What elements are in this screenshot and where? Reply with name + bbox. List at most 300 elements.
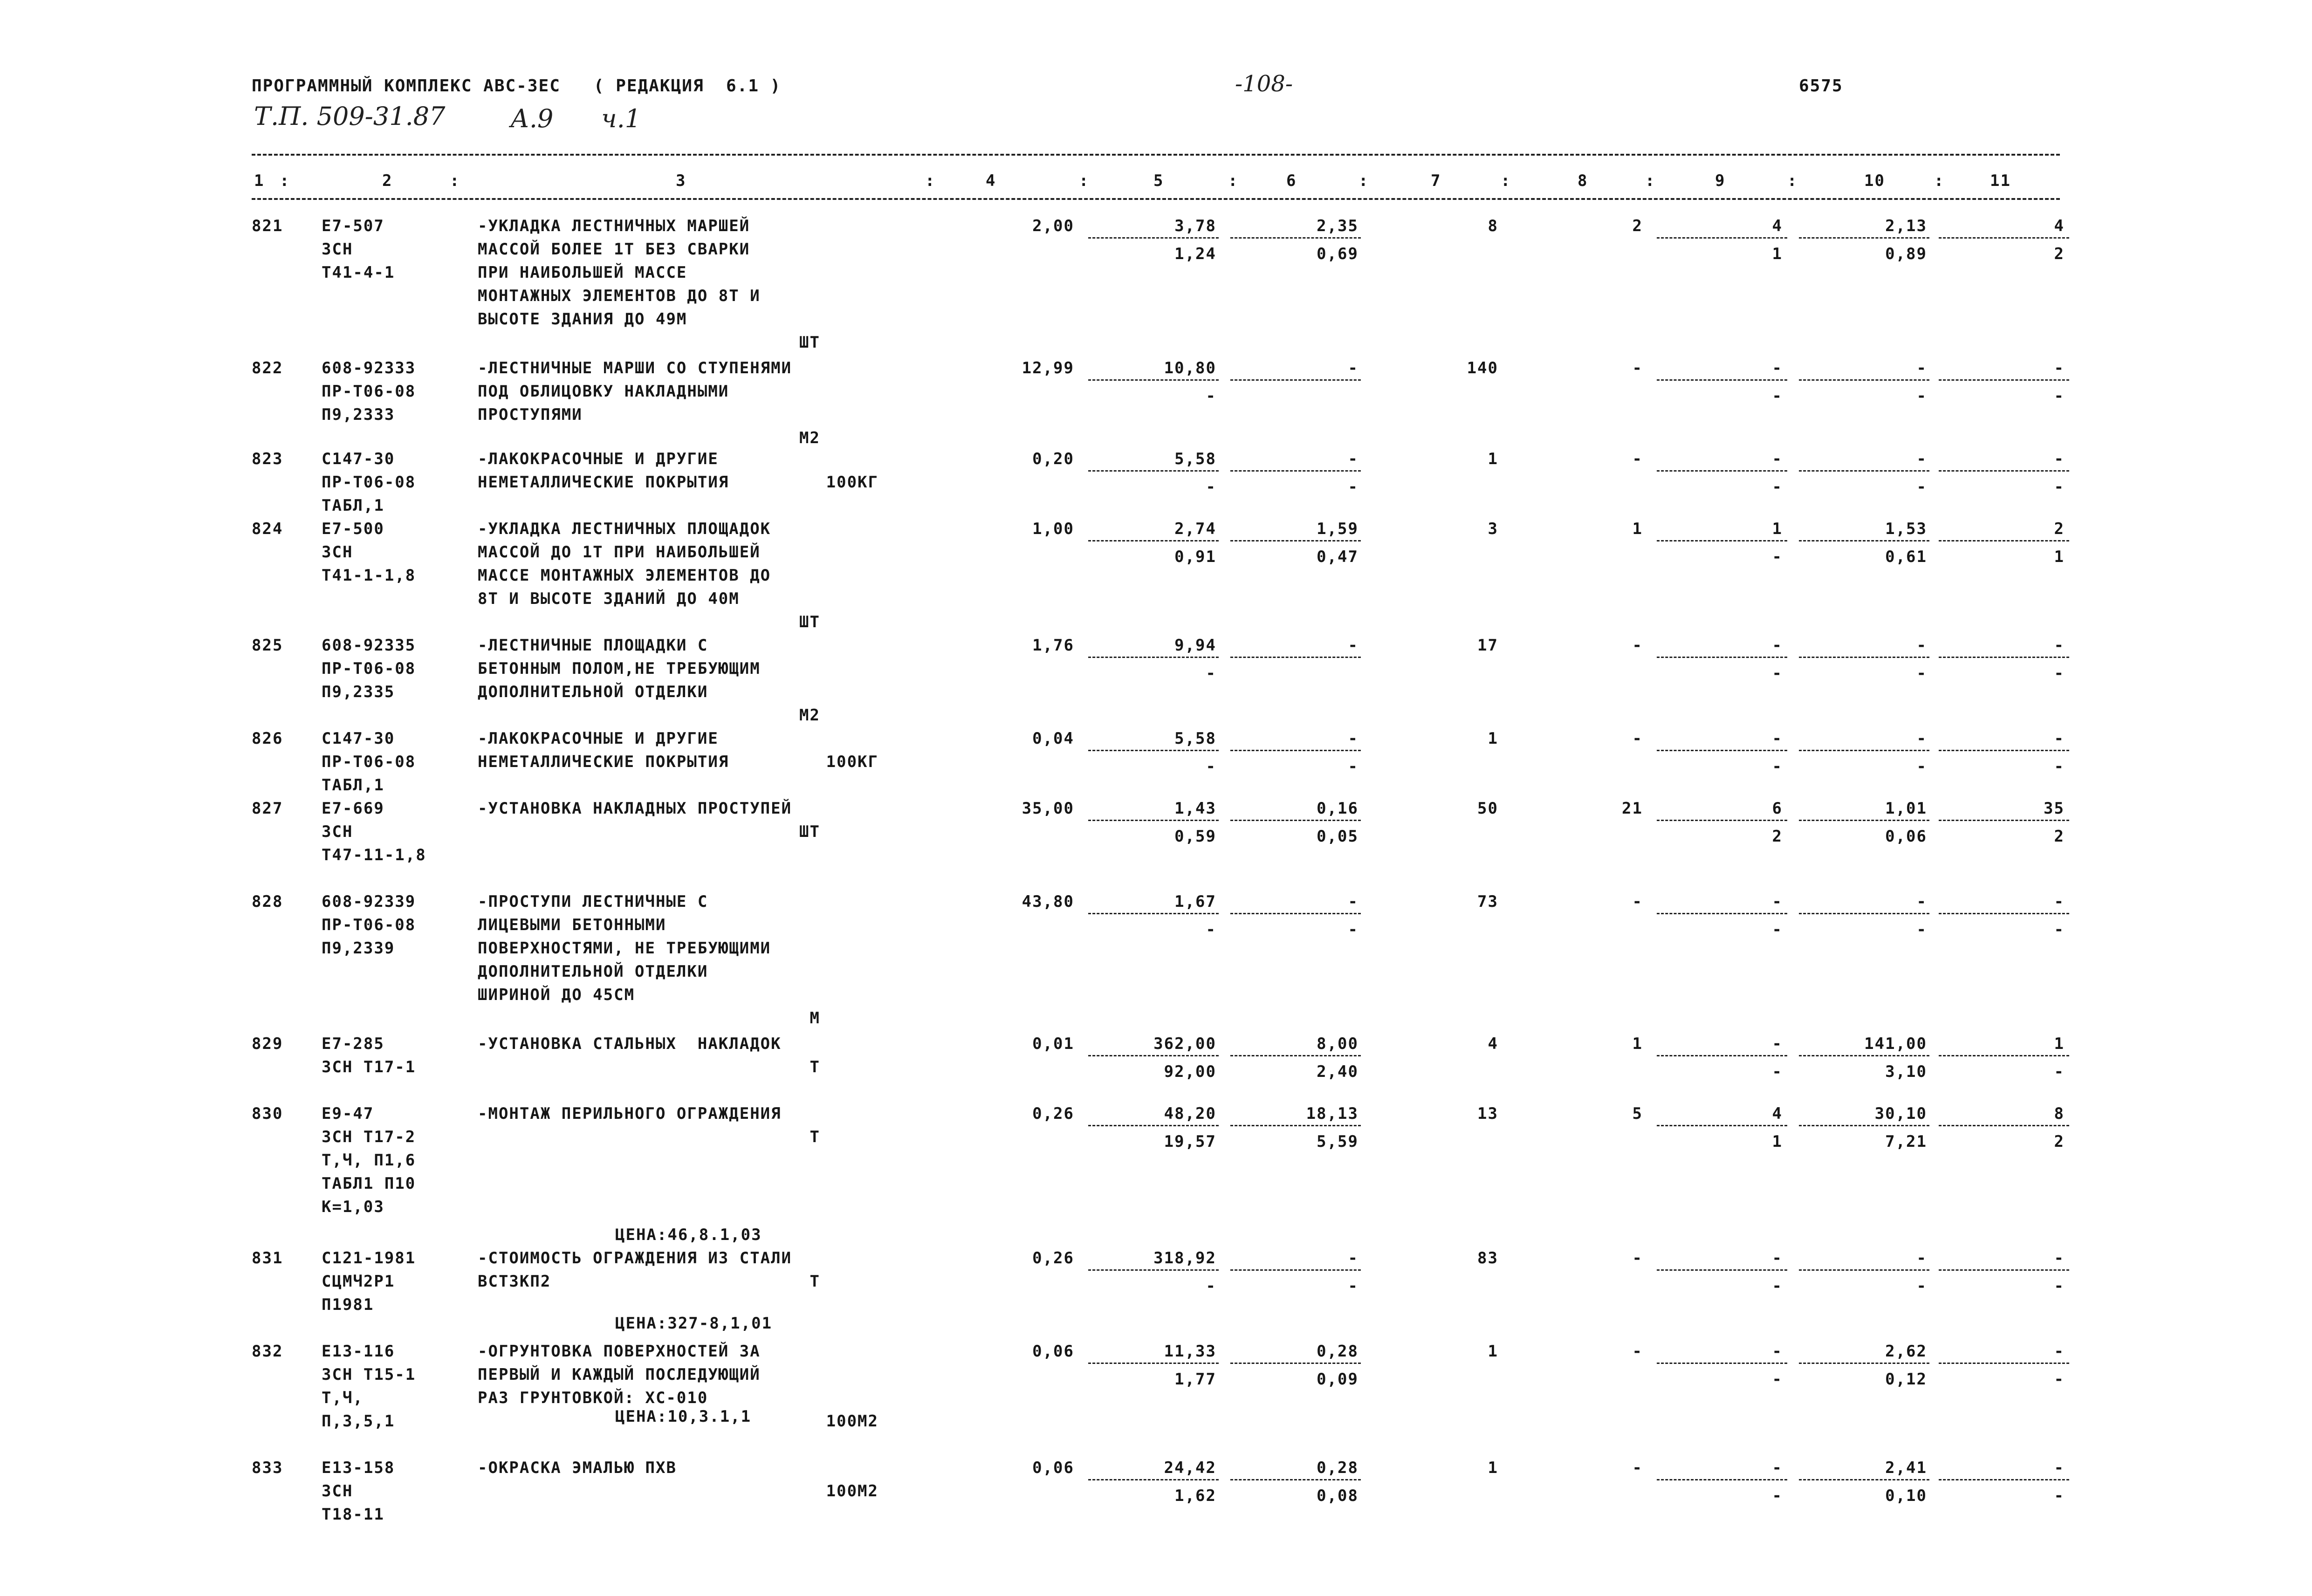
col5-unit-cost: 1,43 (1174, 799, 1216, 818)
header-rule-top (252, 154, 2060, 156)
col6-wage-part: - (1348, 757, 1358, 776)
row-description-line: ВСТЗКП2 (478, 1272, 551, 1291)
col6-wage-part: 0,09 (1317, 1370, 1358, 1389)
row-price-note: ЦЕНА:46,8.1,03 (615, 1226, 762, 1244)
row-description-line: 8Т И ВЫСОТЕ ЗДАНИЙ ДО 40М (478, 589, 740, 608)
row-separator-col6 (1230, 1363, 1361, 1364)
col9-total: - (1772, 1459, 1783, 1477)
row-description-line: ШИРИНОЙ ДО 45СМ (478, 986, 635, 1004)
row-separator-col10 (1799, 379, 1929, 381)
col4-quantity: 0,06 (1032, 1459, 1074, 1477)
col5-unit-cost: 48,20 (1164, 1104, 1216, 1123)
row-separator-col6 (1230, 379, 1361, 381)
col9-total: - (1772, 450, 1783, 468)
row-separator-col11 (1939, 820, 2069, 821)
col11-total: - (2054, 1459, 2065, 1477)
row-description-line: -МОНТАЖ ПЕРИЛЬНОГО ОГРАЖДЕНИЯ (478, 1104, 782, 1123)
row-separator-col5 (1088, 1269, 1219, 1271)
col8-total: - (1632, 892, 1643, 911)
col10-wage-part: - (1916, 664, 1927, 683)
row-number: 821 (252, 217, 283, 235)
row-number: 826 (252, 729, 283, 748)
col10-total: 1,01 (1885, 799, 1927, 818)
col6-unit-cost: 8,00 (1317, 1034, 1358, 1053)
col7-total: 83 (1477, 1249, 1498, 1267)
row-description-line: -ОГРУНТОВКА ПОВЕРХНОСТЕЙ ЗА (478, 1342, 761, 1361)
row-separator-col11 (1939, 540, 2069, 541)
col7-total: 73 (1477, 892, 1498, 911)
row-code-line: ПР-Т06-08 (322, 382, 416, 401)
col5-unit-cost: 5,58 (1174, 729, 1216, 748)
row-number: 825 (252, 636, 283, 655)
row-description-line: МОНТАЖНЫХ ЭЛЕМЕНТОВ ДО 8Т И (478, 287, 761, 305)
col10-wage-part: - (1916, 478, 1927, 496)
row-unit: 100М2 (826, 1412, 878, 1431)
col11-total: - (2054, 1342, 2065, 1361)
row-description-line: МАССЕ МОНТАЖНЫХ ЭЛЕМЕНТОВ ДО (478, 566, 771, 585)
row-separator-col5 (1088, 1363, 1219, 1364)
row-code-line: ТАБЛ1 П10 (322, 1174, 416, 1193)
col9-wage-part: - (1772, 387, 1783, 405)
col11-total: - (2054, 892, 2065, 911)
row-description-line: -УСТАНОВКА НАКЛАДНЫХ ПРОСТУПЕЙ (478, 799, 792, 818)
row-description-line: -УКЛАДКА ЛЕСТНИЧНЫХ МАРШЕЙ (478, 217, 750, 235)
col7-total: 3 (1488, 520, 1498, 538)
row-code-line: ПР-Т06-08 (322, 916, 416, 934)
column-header-16: 9 (1715, 171, 1726, 190)
col6-unit-cost: - (1348, 1249, 1358, 1267)
col11-wage-part: - (2054, 757, 2065, 776)
col7-total: 13 (1477, 1104, 1498, 1123)
row-separator-col6 (1230, 1125, 1361, 1126)
col8-total: - (1632, 729, 1643, 748)
row-separator-col10 (1799, 470, 1929, 472)
row-code-line: Т47-11-1,8 (322, 846, 426, 864)
row-description-line: ПОВЕРХНОСТЯМИ, НЕ ТРЕБУЮЩИМИ (478, 939, 771, 958)
col9-wage-part: 1 (1772, 245, 1783, 263)
col10-total: 1,53 (1885, 520, 1927, 538)
row-code-line: 608-92333 (322, 359, 416, 377)
col10-wage-part: - (1916, 920, 1927, 939)
row-separator-col5 (1088, 1055, 1219, 1056)
col8-total: 5 (1632, 1104, 1643, 1123)
row-separator-col6 (1230, 913, 1361, 914)
col9-wage-part: - (1772, 757, 1783, 776)
row-description-line: НЕМЕТАЛЛИЧЕСКИЕ ПОКРЫТИЯ (478, 473, 729, 492)
col9-wage-part: - (1772, 1062, 1783, 1081)
col11-wage-part: - (2054, 1370, 2065, 1389)
col6-wage-part: 0,08 (1317, 1486, 1358, 1505)
col9-total: - (1772, 1249, 1783, 1267)
row-unit: ШТ (799, 613, 820, 631)
header-rule-bottom (252, 198, 2060, 200)
col9-total: - (1772, 1342, 1783, 1361)
row-separator-col6 (1230, 470, 1361, 472)
col11-total: 1 (2054, 1034, 2065, 1053)
col5-wage-part: 0,59 (1174, 827, 1216, 846)
col4-quantity: 0,26 (1032, 1249, 1074, 1267)
row-price-note: ЦЕНА:10,3.1,1 (615, 1407, 752, 1426)
row-description-line: ДОПОЛНИТЕЛЬНОЙ ОТДЕЛКИ (478, 962, 708, 981)
row-unit: ШТ (799, 822, 820, 841)
col5-unit-cost: 5,58 (1174, 450, 1216, 468)
col4-quantity: 35,00 (1022, 799, 1074, 818)
col11-total: - (2054, 450, 2065, 468)
col5-unit-cost: 11,33 (1164, 1342, 1216, 1361)
col10-wage-part: - (1916, 1277, 1927, 1295)
row-code-line: ЗСН Т17-1 (322, 1058, 416, 1076)
col10-wage-part: 0,06 (1885, 827, 1927, 846)
column-header-3: : (450, 171, 460, 190)
row-number: 828 (252, 892, 283, 911)
row-description-line: -ЛАКОКРАСОЧНЫЕ И ДРУГИЕ (478, 729, 719, 748)
row-code-line: Е9-47 (322, 1104, 374, 1123)
col5-unit-cost: 362,00 (1153, 1034, 1216, 1053)
column-header-17: : (1787, 171, 1798, 190)
row-separator-col5 (1088, 470, 1219, 472)
row-separator-col11 (1939, 750, 2069, 751)
row-number: 833 (252, 1459, 283, 1477)
col5-unit-cost: 9,94 (1174, 636, 1216, 655)
row-code-line: ЗСН (322, 240, 353, 259)
page-number: -108- (1235, 71, 1293, 97)
col6-wage-part: 2,40 (1317, 1062, 1358, 1081)
col9-total: - (1772, 892, 1783, 911)
col5-wage-part: - (1206, 757, 1216, 776)
row-description-line: ПОД ОБЛИЦОВКУ НАКЛАДНЫМИ (478, 382, 729, 401)
row-separator-col6 (1230, 540, 1361, 541)
row-code-line: ТАБЛ,1 (322, 496, 384, 515)
row-code-line: С147-30 (322, 729, 395, 748)
col8-total: - (1632, 1459, 1643, 1477)
row-code-line: К=1,03 (322, 1198, 384, 1216)
row-separator-col5 (1088, 820, 1219, 821)
col11-wage-part: 2 (2054, 1132, 2065, 1151)
col5-wage-part: - (1206, 478, 1216, 496)
col10-total: 2,62 (1885, 1342, 1927, 1361)
col8-total: 1 (1632, 520, 1643, 538)
row-description-line: ЛИЦЕВЫМИ БЕТОННЫМИ (478, 916, 666, 934)
row-code-line: Е7-500 (322, 520, 384, 538)
col10-wage-part: 0,10 (1885, 1486, 1927, 1505)
row-description-line: -УКЛАДКА ЛЕСТНИЧНЫХ ПЛОЩАДОК (478, 520, 771, 538)
row-separator-col11 (1939, 1269, 2069, 1271)
col7-total: 17 (1477, 636, 1498, 655)
row-separator-col11 (1939, 913, 2069, 914)
row-separator-col9 (1657, 540, 1787, 541)
col9-wage-part: - (1772, 1277, 1783, 1295)
row-separator-col6 (1230, 750, 1361, 751)
col9-wage-part: 1 (1772, 1132, 1783, 1151)
col10-total: - (1916, 1249, 1927, 1267)
row-description-line: -СТОИМОСТЬ ОГРАЖДЕНИЯ ИЗ СТАЛИ (478, 1249, 792, 1267)
row-code-line: ПР-Т06-08 (322, 753, 416, 771)
row-description-line: ПРОСТУПЯМИ (478, 405, 583, 424)
col10-total: - (1916, 359, 1927, 377)
row-code-line: 608-92335 (322, 636, 416, 655)
col5-wage-part: - (1206, 920, 1216, 939)
col4-quantity: 1,76 (1032, 636, 1074, 655)
row-separator-col5 (1088, 237, 1219, 239)
col6-wage-part: - (1348, 1277, 1358, 1295)
column-header-1: : (280, 171, 290, 190)
col9-wage-part: - (1772, 548, 1783, 566)
row-description-line: -УСТАНОВКА СТАЛЬНЫХ НАКЛАДОК (478, 1034, 782, 1053)
row-unit: Т (810, 1128, 820, 1146)
row-number: 827 (252, 799, 283, 818)
handwritten-part: ч.1 (601, 104, 641, 133)
col11-wage-part: - (2054, 1062, 2065, 1081)
col7-total: 4 (1488, 1034, 1498, 1053)
col7-total: 1 (1488, 1459, 1498, 1477)
row-separator-col9 (1657, 657, 1787, 658)
row-separator-col11 (1939, 237, 2069, 239)
row-unit: М2 (799, 429, 820, 447)
col11-wage-part: 2 (2054, 245, 2065, 263)
row-separator-col5 (1088, 1125, 1219, 1126)
col4-quantity: 0,20 (1032, 450, 1074, 468)
row-code-line: С147-30 (322, 450, 395, 468)
handwritten-project-ref: Т.П. 509-31.87 (254, 102, 446, 131)
col11-total: 35 (2044, 799, 2065, 818)
col4-quantity: 0,26 (1032, 1104, 1074, 1123)
col11-wage-part: 1 (2054, 548, 2065, 566)
col5-wage-part: - (1206, 1277, 1216, 1295)
col9-total: - (1772, 729, 1783, 748)
col8-total: - (1632, 1342, 1643, 1361)
row-number: 832 (252, 1342, 283, 1361)
row-unit: М2 (799, 706, 820, 725)
row-code-line: Е13-158 (322, 1459, 395, 1477)
row-separator-col6 (1230, 1055, 1361, 1056)
row-code-line: ПР-Т06-08 (322, 659, 416, 678)
column-header-5: : (925, 171, 936, 190)
col5-unit-cost: 24,42 (1164, 1459, 1216, 1477)
row-code-line: Е7-669 (322, 799, 384, 818)
column-header-0: 1 (254, 171, 265, 190)
col6-unit-cost: - (1348, 359, 1358, 377)
row-number: 824 (252, 520, 283, 538)
col11-wage-part: - (2054, 1277, 2065, 1295)
row-separator-col9 (1657, 1125, 1787, 1126)
row-code-line: С121-1981 (322, 1249, 416, 1267)
column-header-14: 8 (1578, 171, 1588, 190)
column-header-20: 11 (1990, 171, 2011, 190)
row-code-line: Т18-11 (322, 1505, 384, 1524)
col5-wage-part: 0,91 (1174, 548, 1216, 566)
col6-unit-cost: - (1348, 892, 1358, 911)
col10-wage-part: 3,10 (1885, 1062, 1927, 1081)
col11-total: - (2054, 636, 2065, 655)
col5-wage-part: 1,77 (1174, 1370, 1216, 1389)
col6-unit-cost: 0,16 (1317, 799, 1358, 818)
row-separator-col10 (1799, 1055, 1929, 1056)
row-description-line: -ПРОСТУПИ ЛЕСТНИЧНЫЕ С (478, 892, 708, 911)
row-code-line: ЗСН (322, 1482, 353, 1500)
col10-wage-part: 7,21 (1885, 1132, 1927, 1151)
col6-wage-part: - (1348, 920, 1358, 939)
row-description-line: -ОКРАСКА ЭМАЛЬЮ ПХВ (478, 1459, 677, 1477)
col11-total: 4 (2054, 217, 2065, 235)
row-separator-col9 (1657, 750, 1787, 751)
row-description-line: ДОПОЛНИТЕЛЬНОЙ ОТДЕЛКИ (478, 683, 708, 701)
row-separator-col5 (1088, 913, 1219, 914)
col8-total: - (1632, 636, 1643, 655)
col6-unit-cost: 0,28 (1317, 1459, 1358, 1477)
row-separator-col10 (1799, 1125, 1929, 1126)
row-code-line: 608-92339 (322, 892, 416, 911)
row-separator-col9 (1657, 379, 1787, 381)
col11-wage-part: - (2054, 387, 2065, 405)
col8-total: 21 (1622, 799, 1643, 818)
col10-total: - (1916, 729, 1927, 748)
row-description-line: -ЛЕСТНИЧНЫЕ ПЛОЩАДКИ С (478, 636, 708, 655)
row-code-line: ПР-Т06-08 (322, 473, 416, 492)
col9-total: - (1772, 636, 1783, 655)
column-header-8: 5 (1153, 171, 1164, 190)
column-header-6: 4 (986, 171, 996, 190)
row-code-line: П9,2335 (322, 683, 395, 701)
row-description-line: ПРИ НАИБОЛЬШЕЙ МАССЕ (478, 263, 687, 282)
col10-total: - (1916, 450, 1927, 468)
col4-quantity: 0,01 (1032, 1034, 1074, 1053)
row-description-line: РАЗ ГРУНТОВКОЙ: ХС-010 (478, 1389, 708, 1407)
row-number: 822 (252, 359, 283, 377)
row-separator-col6 (1230, 1479, 1361, 1480)
col9-total: 6 (1772, 799, 1783, 818)
row-separator-col5 (1088, 657, 1219, 658)
col4-quantity: 1,00 (1032, 520, 1074, 538)
col10-total: - (1916, 636, 1927, 655)
row-price-note: ЦЕНА:327-8,1,01 (615, 1314, 773, 1333)
row-description-line: МАССОЙ БОЛЕЕ 1Т БЕЗ СВАРКИ (478, 240, 750, 259)
row-code-line: Т41-4-1 (322, 263, 395, 282)
row-separator-col10 (1799, 1269, 1929, 1271)
row-code-line: Е7-507 (322, 217, 384, 235)
col11-total: 8 (2054, 1104, 2065, 1123)
row-description-line: БЕТОННЫМ ПОЛОМ,НЕ ТРЕБУЮЩИМ (478, 659, 761, 678)
col7-total: 1 (1488, 729, 1498, 748)
col11-wage-part: - (2054, 478, 2065, 496)
col5-wage-part: 1,24 (1174, 245, 1216, 263)
column-header-11: : (1358, 171, 1369, 190)
col10-total: 30,10 (1874, 1104, 1927, 1123)
col7-total: 1 (1488, 1342, 1498, 1361)
col9-total: 1 (1772, 520, 1783, 538)
row-separator-col5 (1088, 750, 1219, 751)
row-description-line: -ЛЕСТНИЧНЫЕ МАРШИ СО СТУПЕНЯМИ (478, 359, 792, 377)
col5-wage-part: 19,57 (1164, 1132, 1216, 1151)
col11-total: - (2054, 359, 2065, 377)
column-header-19: : (1934, 171, 1945, 190)
col10-total: 2,41 (1885, 1459, 1927, 1477)
col11-wage-part: - (2054, 1486, 2065, 1505)
row-description-line: ВЫСОТЕ ЗДАНИЯ ДО 49М (478, 310, 687, 329)
row-code-line: П1981 (322, 1295, 374, 1314)
col6-unit-cost: 1,59 (1317, 520, 1358, 538)
col10-wage-part: 0,12 (1885, 1370, 1927, 1389)
col4-quantity: 2,00 (1032, 217, 1074, 235)
row-unit: М (810, 1009, 820, 1027)
row-separator-col11 (1939, 379, 2069, 381)
col9-wage-part: - (1772, 1370, 1783, 1389)
document-number: 6575 (1799, 76, 1843, 96)
row-separator-col9 (1657, 820, 1787, 821)
col9-total: - (1772, 359, 1783, 377)
col6-wage-part: 0,05 (1317, 827, 1358, 846)
row-separator-col10 (1799, 540, 1929, 541)
col8-total: - (1632, 1249, 1643, 1267)
col6-unit-cost: - (1348, 729, 1358, 748)
col8-total: - (1632, 450, 1643, 468)
row-separator-col10 (1799, 750, 1929, 751)
col11-wage-part: - (2054, 664, 2065, 683)
row-separator-col11 (1939, 1479, 2069, 1480)
col6-unit-cost: 0,28 (1317, 1342, 1358, 1361)
column-header-12: 7 (1431, 171, 1441, 190)
row-code-line: СЦМЧ2Р1 (322, 1272, 395, 1291)
col10-total: 141,00 (1864, 1034, 1927, 1053)
col9-wage-part: 2 (1772, 827, 1783, 846)
row-separator-col5 (1088, 1479, 1219, 1480)
row-separator-col5 (1088, 379, 1219, 381)
col10-wage-part: 0,61 (1885, 548, 1927, 566)
col8-total: - (1632, 359, 1643, 377)
column-header-4: 3 (676, 171, 686, 190)
row-code-line: ЗСН Т15-1 (322, 1365, 416, 1384)
row-number: 823 (252, 450, 283, 468)
row-separator-col10 (1799, 1363, 1929, 1364)
row-code-line: ЗСН (322, 822, 353, 841)
row-separator-col5 (1088, 540, 1219, 541)
col6-unit-cost: - (1348, 450, 1358, 468)
row-separator-col6 (1230, 657, 1361, 658)
column-header-10: 6 (1286, 171, 1297, 190)
row-code-line: П,3,5,1 (322, 1412, 395, 1431)
col10-total: - (1916, 892, 1927, 911)
row-separator-col10 (1799, 657, 1929, 658)
col7-total: 50 (1477, 799, 1498, 818)
col9-total: 4 (1772, 217, 1783, 235)
row-code-line: Т41-1-1,8 (322, 566, 416, 585)
col6-unit-cost: 18,13 (1306, 1104, 1358, 1123)
row-number: 830 (252, 1104, 283, 1123)
col5-wage-part: 92,00 (1164, 1062, 1216, 1081)
col11-total: - (2054, 1249, 2065, 1267)
col11-wage-part: 2 (2054, 827, 2065, 846)
row-separator-col11 (1939, 1055, 2069, 1056)
row-separator-col11 (1939, 1363, 2069, 1364)
row-separator-col6 (1230, 237, 1361, 239)
row-unit: 100КГ (826, 473, 878, 492)
col5-wage-part: - (1206, 387, 1216, 405)
row-separator-col9 (1657, 237, 1787, 239)
col6-wage-part: 0,69 (1317, 245, 1358, 263)
row-separator-col9 (1657, 1363, 1787, 1364)
col10-wage-part: - (1916, 757, 1927, 776)
row-code-line: Т,Ч, (322, 1389, 364, 1407)
col7-total: 8 (1488, 217, 1498, 235)
row-code-line: П9,2339 (322, 939, 395, 958)
column-header-2: 2 (382, 171, 393, 190)
col9-total: 4 (1772, 1104, 1783, 1123)
row-separator-col9 (1657, 470, 1787, 472)
row-description-line: МАССОЙ ДО 1Т ПРИ НАИБОЛЬШЕЙ (478, 543, 761, 562)
col5-unit-cost: 2,74 (1174, 520, 1216, 538)
col6-wage-part: - (1348, 478, 1358, 496)
column-header-13: : (1501, 171, 1511, 190)
col5-wage-part: - (1206, 664, 1216, 683)
